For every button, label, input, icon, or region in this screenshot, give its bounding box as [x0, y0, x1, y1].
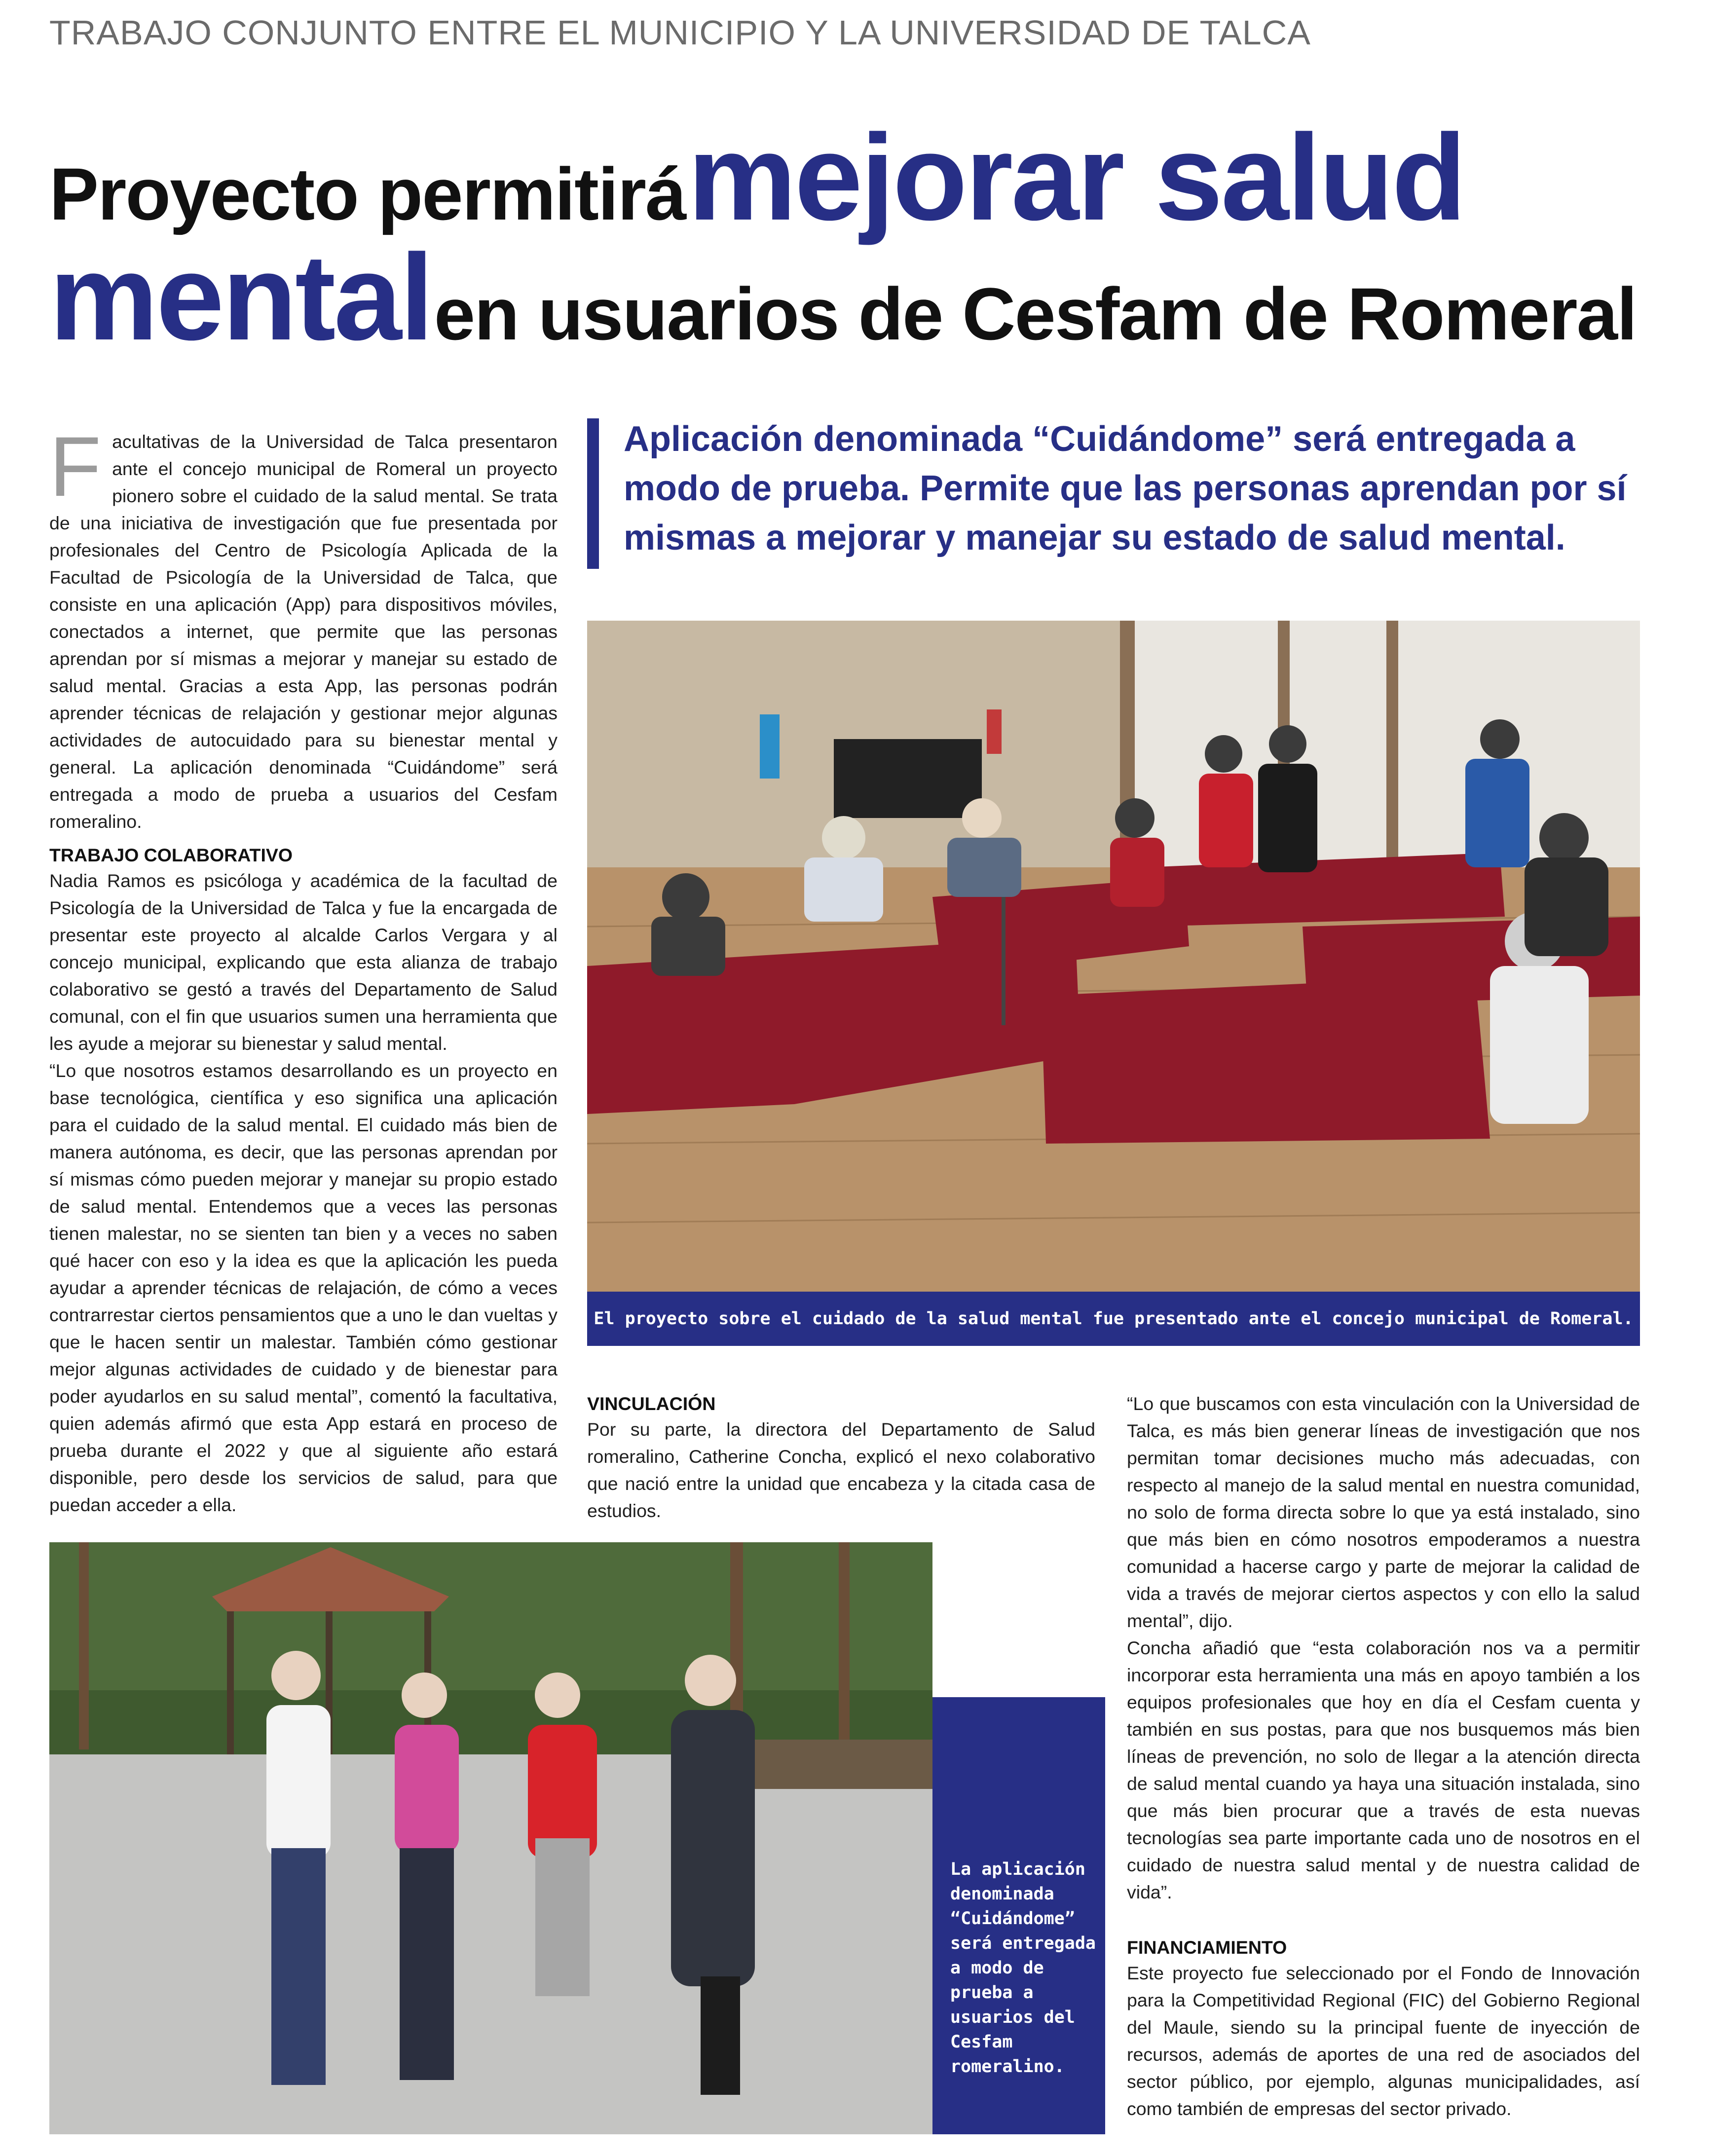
section-heading-vinculacion: VINCULACIÓN — [587, 1393, 716, 1414]
article-column-2 — [587, 1416, 1095, 1524]
headline-part-1: Proyecto permitirá — [49, 152, 686, 235]
photo-caption-meeting: El proyecto sobre el cuidado de la salud mental fue presentado ante el concejo municipal de Romeral. — [587, 1292, 1640, 1346]
article-column-3 — [1127, 1390, 1640, 1906]
intro-paragraph — [49, 419, 558, 835]
headline-line-1 — [49, 109, 1465, 246]
kicker: TRABAJO CONJUNTO ENTRE EL MUNICIPIO Y LA UNIVERSIDAD DE TALCA — [49, 13, 1311, 52]
pullquote: Aplicación denominada “Cuidándome” será entregada a modo de prueba. Permite que las personas aprendan por sí mismas a mejorar y manejar su estado de salud mental. — [624, 419, 1627, 558]
intro-text: acultativas de la Universidad de Talca presentaron ante el concejo municipal de Romeral un proyecto pionero sobre el cuidado de la salud mental. Se trata de una iniciativa de investigación que fue presentada por profesionales del Centro de Psicología Aplicada de la Facultad de Psicología de la Universidad de Talca, que consiste en una aplicación (App) para dispositivos móviles, conectados a internet, que permite que las personas aprendan por sí mismas a mejorar y manejar su estado de salud mental. Gracias a esta App, las personas podrán aprender técnicas de relajación y gestionar mejor algunas actividades de autocuidado para su bienestar mental y general. La aplicación denominada “Cuidándome” será entregada a modo de prueba a usuarios del Cesfam romeralino. — [49, 431, 558, 832]
article-column-3-financing — [1127, 1960, 1640, 2122]
park-group-photo — [49, 1542, 932, 2134]
dropcap: F — [49, 419, 102, 514]
paragraph: “Lo que buscamos con esta vinculación con la Universidad de Talca, es más bien generar líneas de investigación que nos permitan tomar decisiones mucho más adecuadas, con respecto al manejo de la salud mental en nuestra comunidad, no solo de forma directa sobre lo que ya está instalado, sino que más bien en cómo nosotros empoderamos a nuestra comunidad a hacerse cargo y parte de mejorar la calidad de vida a través de mejorar ciertos aspectos y con ello la salud mental”, dijo. — [1127, 1393, 1640, 1631]
paragraph: “Lo que nosotros estamos desarrollando es un proyecto en base tecnológica, científica y eso significa una aplicación para el cuidado de la salud mental. El cuidado más bien de manera autónoma, es decir, que las personas aprendan por sí mismas cómo pueden mejorar y manejar su propio estado de salud mental. Entendemos que a veces las personas tienen malestar, no se sienten tan bien y a veces no saben qué hacer con eso y la idea es que la aplicación les pueda ayudar a aprender técnicas de relajación, de cómo a veces contrarrestar ciertos pensamientos que a uno le dan vueltas y que le hacen sentir un malestar. También cómo gestionar mejor algunas actividades de cuidado y de bienestar para poder ayudarlos en su salud mental”, comentó la facultativa, quien además afirmó que esta App estará en proceso de prueba durante el 2022 y que al siguiente año estará disponible, pero desde los servicios de salud, para que puedan acceder a ella. — [49, 1060, 558, 1515]
pullquote-bar — [587, 418, 599, 569]
section-heading-financiamiento: FINANCIAMIENTO — [1127, 1937, 1287, 1958]
council-meeting-photo — [587, 621, 1640, 1292]
paragraph: Nadia Ramos es psicóloga y académica de la facultad de Psicología de la Universidad de Talca y fue la encargada de presentar este proyecto al alcalde Carlos Vergara y al concejo municipal, explicando que esta alianza de trabajo colaborativo se gestó a través del Departamento de Salud comunal, con el fin que usuarios sumen una herramienta que les ayude a mejorar su bienestar y salud mental. — [49, 870, 558, 1054]
section-heading-trabajo: TRABAJO COLABORATIVO — [49, 845, 293, 865]
photo-caption-park: La aplicación denominada “Cuidándome” será entregada a modo de prueba a usuarios del Cesfam romeralino. — [950, 1859, 1096, 2077]
headline-part-4: en usuarios de Cesfam de Romeral — [434, 272, 1637, 355]
headline-part-2: mejorar salud — [687, 109, 1465, 246]
paragraph: Este proyecto fue seleccionado por el Fondo de Innovación para la Competitividad Regional (FIC) del Gobierno Regional del Maule, siendo su la principal fuente de inyección de recursos, además de aportes de una red de asociados del sector público, por ejemplo, algunas municipalidades, así como también de empresas del sector privado. — [1127, 1963, 1640, 2119]
paragraph: Por su parte, la directora del Departamento de Salud romeralino, Catherine Concha, explicó el nexo colaborativo que nació entre la unidad que encabeza y la citada casa de estudios. — [587, 1419, 1095, 1521]
paragraph: Concha añadió que “esta colaboración nos va a permitir incorporar esta herramienta una más en apoyo también a los equipos profesionales que hoy en día el Cesfam cuenta y también en sus postas, para que nos busquemos más bien líneas de prevención, no solo de llegar a la atención directa de salud mental cuando ya haya una situación instalada, sino que más bien procurar que a través de esta nuevas tecnologías sea parte importante cada uno de nosotros en el cuidado de nuestra salud mental y de nuestra calidad de vida”. — [1127, 1637, 1640, 1902]
headline-line-2 — [49, 228, 1637, 366]
headline-part-3: mental — [49, 228, 432, 366]
article-column-1 — [49, 867, 558, 1519]
